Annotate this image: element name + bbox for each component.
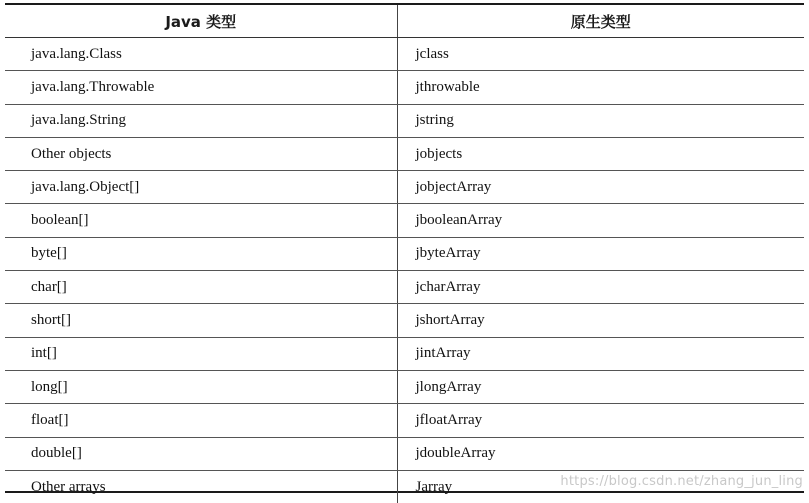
java-type-cell: boolean[] [5,204,397,237]
table-row [5,104,804,137]
native-type-cell: jthrowable [397,71,804,104]
native-type-cell: jstring [397,104,804,137]
native-type-cell: jclass [397,38,804,71]
header-java-type: Java 类型 [5,5,397,38]
java-type-cell: byte[] [5,237,397,270]
java-type-cell: Other arrays [5,470,397,503]
native-type-cell: jshortArray [397,304,804,337]
native-type-cell: jintArray [397,337,804,370]
java-type-cell: long[] [5,370,397,403]
table-row [5,337,804,370]
table-row [5,171,804,204]
header-row [5,5,804,38]
native-type-cell: jlongArray [397,370,804,403]
java-type-cell: float[] [5,404,397,437]
native-type-cell: Jarray [415,478,453,495]
table-row [5,204,804,237]
java-type-cell: java.lang.Object[] [5,171,397,204]
java-type-cell: java.lang.String [5,104,397,137]
native-type-cell: jbyteArray [397,237,804,270]
native-type-cell: jfloatArray [397,404,804,437]
native-type-cell: jbooleanArray [397,204,804,237]
java-type-cell: int[] [5,337,397,370]
table-row [5,304,804,337]
native-type-cell: jcharArray [397,271,804,304]
java-type-cell: short[] [5,304,397,337]
table-row [5,404,804,437]
table-row [5,370,804,403]
java-type-cell: java.lang.Class [5,38,397,71]
type-table [5,5,804,503]
table-row [5,137,804,170]
java-type-cell: double[] [5,437,397,470]
table-row [5,38,804,71]
java-type-cell: char[] [5,271,397,304]
header-native-type: 原生类型 [397,5,804,38]
native-type-cell: jdoubleArray [397,437,804,470]
native-type-cell: jobjectArray [397,171,804,204]
table-row [5,237,804,270]
java-type-cell: Other objects [5,137,397,170]
table-row [5,71,804,104]
table-row [5,437,804,470]
watermark-url: https://blog.csdn.net/zhang_jun_ling [560,474,803,489]
table-row [5,271,804,304]
type-mapping-table [5,3,804,493]
java-type-cell: java.lang.Throwable [5,71,397,104]
native-type-cell: jobjects [397,137,804,170]
